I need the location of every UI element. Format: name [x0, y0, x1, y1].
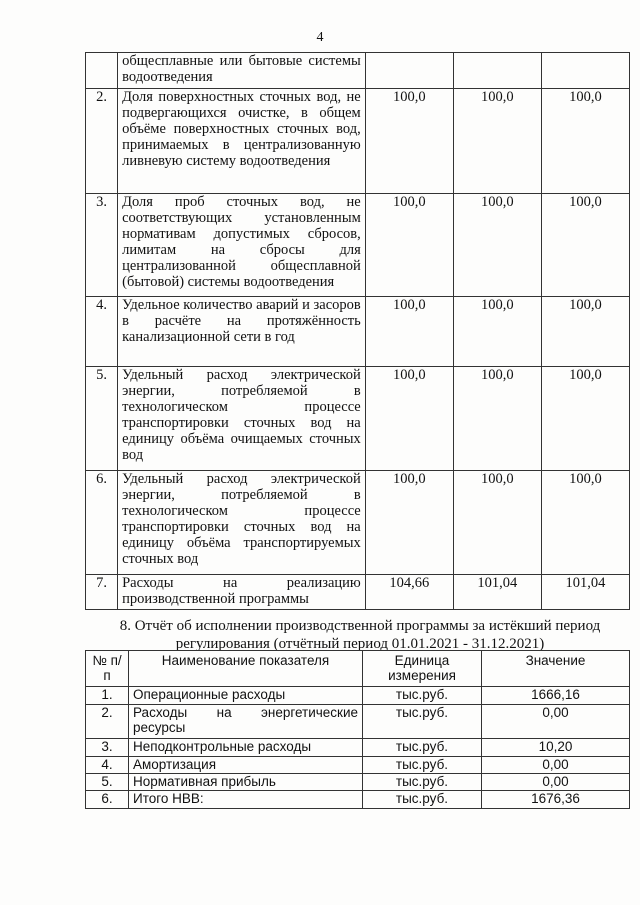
page-number: 4	[316, 30, 324, 45]
indicator-name: Неподконтрольные расходы	[129, 739, 363, 757]
row-number: 4.	[86, 297, 118, 367]
value-cell: 100,0	[365, 367, 453, 471]
unit-cell: тыс.руб.	[363, 705, 482, 739]
value-cell: 1676,36	[482, 791, 630, 809]
value-cell: 104,66	[365, 575, 453, 610]
report-table-header	[86, 651, 630, 687]
indicator-name: Удельный расход электрической энергии, потребляемой в технологическом процессе транспортировки сточных вод на единицу объёма очищаемых сточных вод	[118, 367, 366, 471]
row-number: 3.	[86, 739, 129, 757]
indicator-name: Доля поверхностных сточных вод, не подвергающихся очистке, в общем объёме поверхностных сточных вод, принимаемых в централизованную ливневую систему водоотведения	[118, 89, 366, 194]
indicator-name: Нормативная прибыль	[129, 774, 363, 791]
row-number: 2.	[86, 89, 118, 194]
unit-cell: тыс.руб.	[363, 774, 482, 791]
row-number: 6.	[86, 471, 118, 575]
indicator-name: Операционные расходы	[129, 687, 363, 705]
table-row	[86, 774, 630, 791]
table-row	[86, 89, 630, 194]
row-number: 5.	[86, 774, 129, 791]
value-cell: 100,0	[541, 367, 629, 471]
value-cell: 1666,16	[482, 687, 630, 705]
value-cell: 100,0	[453, 194, 541, 297]
section-8-caption: 8. Отчёт об исполнении производственной программы за истёкший период регулирования (отчётный период 01.01.2021 - 31.12.2021)	[119, 618, 601, 652]
indicators-table	[85, 52, 630, 610]
value-cell: 0,00	[482, 774, 630, 791]
row-number: 4.	[86, 757, 129, 774]
header-num: № п/п	[86, 651, 129, 687]
indicator-name: Расходы на энергетические ресурсы	[129, 705, 363, 739]
value-cell: 101,04	[541, 575, 629, 610]
value-cell: 0,00	[482, 705, 630, 739]
value-cell: 100,0	[541, 297, 629, 367]
value-cell: 100,0	[365, 297, 453, 367]
header-unit: Единица измерения	[363, 651, 482, 687]
value-cell: 0,00	[482, 757, 630, 774]
indicator-name: общесплавные или бытовые системы водоотведения	[118, 53, 366, 89]
table-row	[86, 757, 630, 774]
unit-cell: тыс.руб.	[363, 791, 482, 809]
report-table	[85, 650, 630, 809]
header-name: Наименование показателя	[129, 651, 363, 687]
header-value: Значение	[482, 651, 630, 687]
value-cell: 100,0	[541, 471, 629, 575]
indicator-name: Удельный расход электрической энергии, потребляемой в технологическом процессе транспортировки сточных вод на единицу объёма транспортируемых сточных вод	[118, 471, 366, 575]
value-cell: 100,0	[365, 471, 453, 575]
unit-cell: тыс.руб.	[363, 739, 482, 757]
row-number: 7.	[86, 575, 118, 610]
value-cell: 100,0	[365, 89, 453, 194]
value-cell	[541, 53, 629, 89]
value-cell	[365, 53, 453, 89]
row-number	[86, 53, 118, 89]
unit-cell: тыс.руб.	[363, 687, 482, 705]
table-row	[86, 367, 630, 471]
table-row	[86, 53, 630, 89]
row-number: 2.	[86, 705, 129, 739]
row-number: 3.	[86, 194, 118, 297]
table-row	[86, 297, 630, 367]
table-row	[86, 687, 630, 705]
value-cell: 100,0	[365, 194, 453, 297]
value-cell	[453, 53, 541, 89]
indicator-name: Удельное количество аварий и засоров в расчёте на протяжённость канализационной сети в год	[118, 297, 366, 367]
table-row	[86, 194, 630, 297]
indicator-name: Амортизация	[129, 757, 363, 774]
row-number: 1.	[86, 687, 129, 705]
value-cell: 101,04	[453, 575, 541, 610]
table-row	[86, 705, 630, 739]
value-cell: 100,0	[453, 367, 541, 471]
value-cell: 100,0	[453, 297, 541, 367]
table-row	[86, 791, 630, 809]
indicator-name: Доля проб сточных вод, не соответствующих установленным нормативам допустимых сбросов, лимитам на сбросы для централизованной общесплавной (бытовой) системы водоотведения	[118, 194, 366, 297]
row-number: 6.	[86, 791, 129, 809]
value-cell: 10,20	[482, 739, 630, 757]
indicator-name: Расходы на реализацию производственной программы	[118, 575, 366, 610]
value-cell: 100,0	[453, 471, 541, 575]
value-cell: 100,0	[541, 89, 629, 194]
table-row	[86, 575, 630, 610]
table-row	[86, 471, 630, 575]
table-row	[86, 739, 630, 757]
value-cell: 100,0	[453, 89, 541, 194]
row-number: 5.	[86, 367, 118, 471]
indicator-name: Итого НВВ:	[129, 791, 363, 809]
unit-cell: тыс.руб.	[363, 757, 482, 774]
value-cell: 100,0	[541, 194, 629, 297]
